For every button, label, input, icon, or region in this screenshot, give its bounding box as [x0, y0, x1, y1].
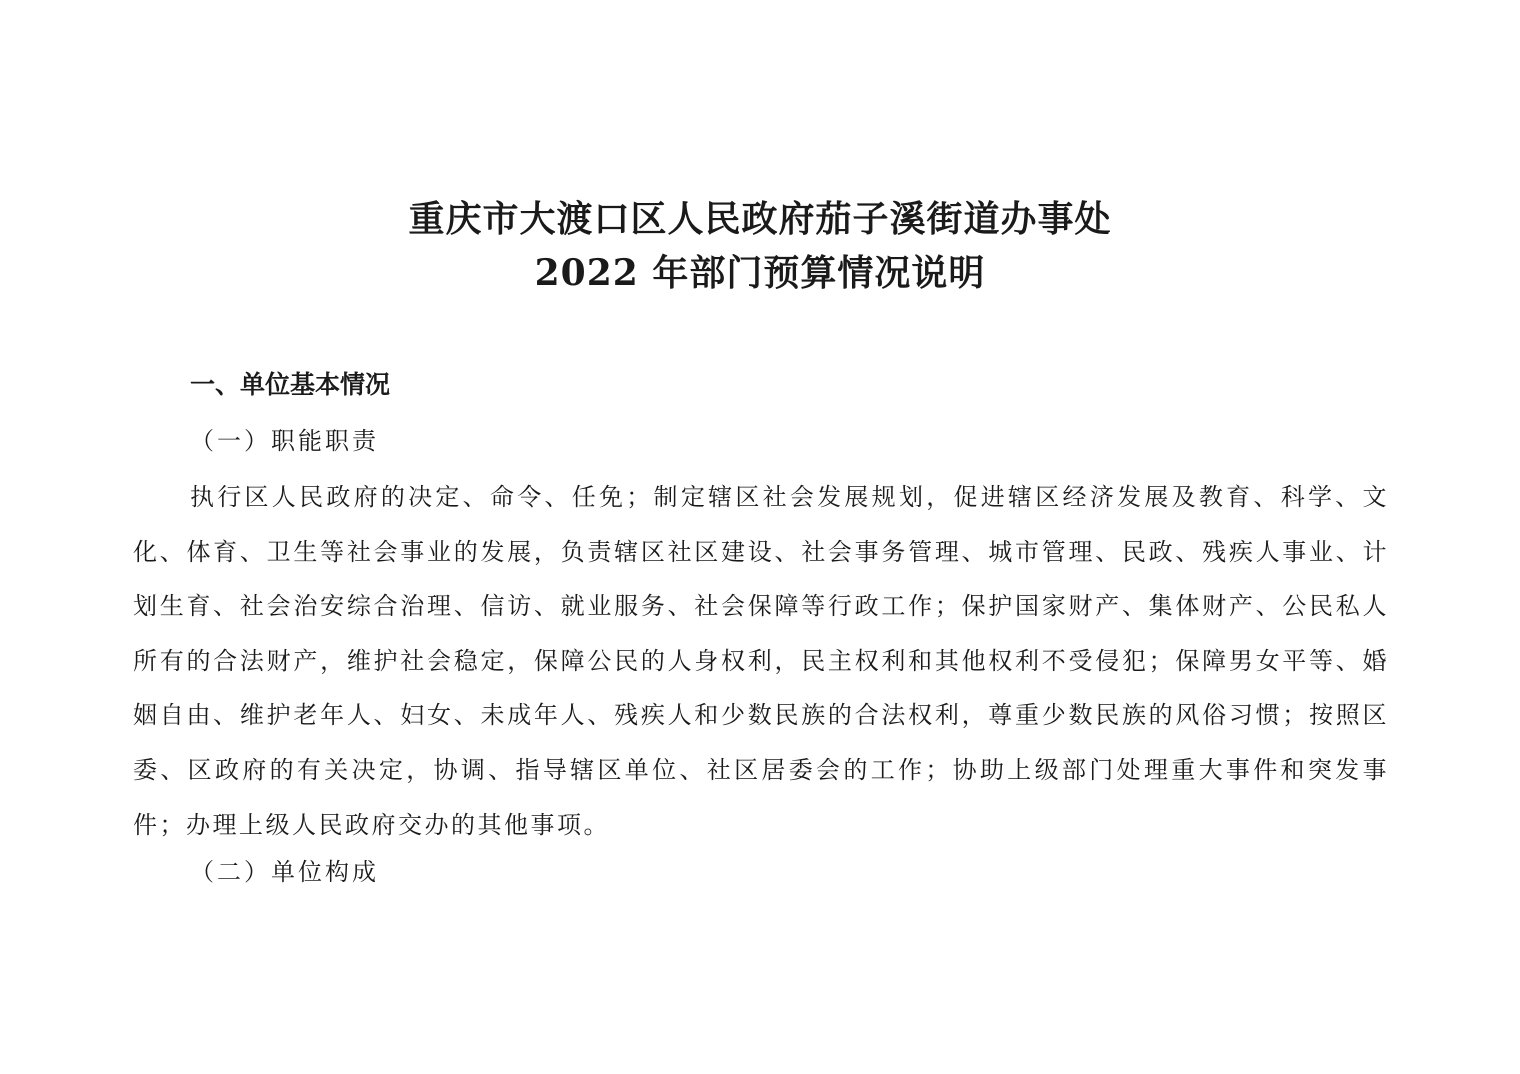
duties-paragraph: 执行区人民政府的决定、命令、任免；制定辖区社会发展规划，促进辖区经济发展及教育、科学、文化、体育、卫生等社会事业的发展，负责辖区社区建设、社会事务管理、城市管理、民政、残疾人事业、计划生育、社会治安综合治理、信访、就业服务、社会保障等行政工作；保护国家财产、集体财产、公民私人所有的合法财产，维护社会稳定，保障公民的人身权利，民主权利和其他权利不受侵犯；保障男女平等、婚姻自由、维护老年人、妇女、未成年人、残疾人和少数民族的合法权利，尊重少数民族的风俗习惯；按照区委、区政府的有关决定，协调、指导辖区单位、社区居委会的工作；协助上级部门处理重大事件和突发事件；办理上级人民政府交办的其他事项。 — [133, 483, 1389, 839]
document-title — [0, 192, 1520, 300]
subsection-heading-duties: （一）职能职责 — [190, 427, 379, 455]
subsection-heading-composition: （二）单位构成 — [190, 858, 379, 886]
title-line-2: 2022 年部门预算情况说明 — [534, 252, 986, 294]
title-line-1: 重庆市大渡口区人民政府茄子溪街道办事处 — [408, 198, 1112, 240]
section-heading-basic-info: 一、单位基本情况 — [190, 370, 391, 399]
